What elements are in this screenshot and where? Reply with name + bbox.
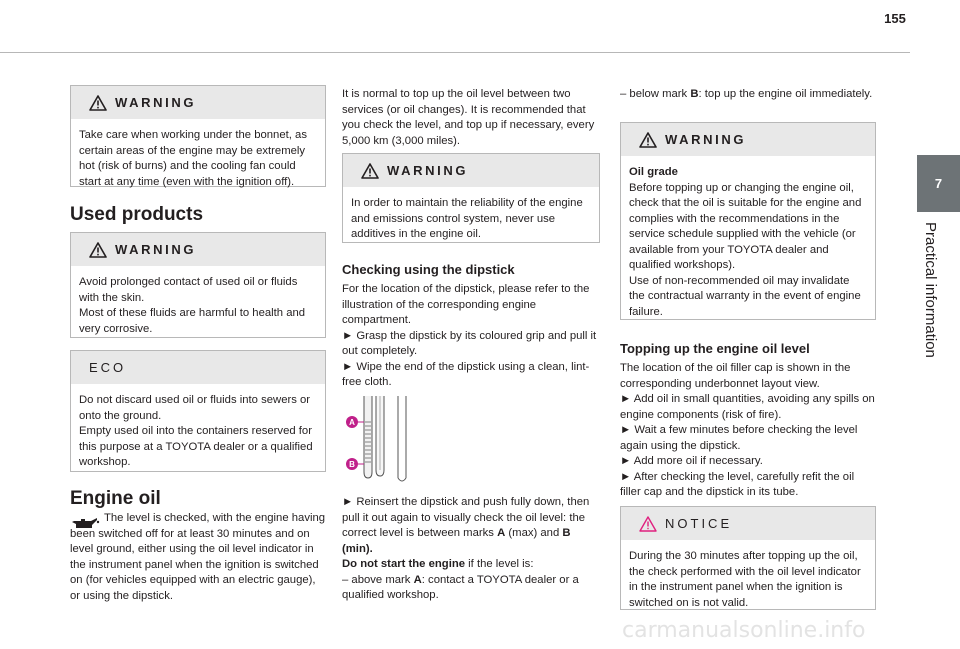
- below-mark-paragraph: [620, 87, 876, 103]
- engine-oil-heading: Engine oil: [70, 488, 161, 509]
- dipstick-illustration: [342, 394, 412, 484]
- oil-grade-line2: Use of non-recommended oil may invalidate the contractual warranty in the event of engine failure.: [629, 274, 861, 318]
- warning-text-line1: Avoid prolonged contact of used oil or fluids with the skin.: [79, 276, 298, 304]
- notice-text: During the 30 minutes after topping up the oil, the check performed with the oil level indicator in the instrument panel when the ignition is switched on is not valid.: [629, 550, 861, 609]
- do-not-start-text: Do not start the engine: [342, 558, 466, 570]
- warning-text-line2: Most of these fluids are harmful to health and very corrosive.: [79, 307, 306, 335]
- warning-triangle-icon: [639, 132, 657, 148]
- eco-title: ECO: [89, 360, 127, 375]
- warning-box-used-oil: [70, 232, 326, 338]
- reinsert-text: ► Reinsert the dipstick and push fully down, then pull it out again to visually check the oil level: the correct level is between marks: [342, 496, 590, 539]
- eco-text-line2: Empty used oil into the containers reserved for this purpose at a TOYOTA dealer or a qualified workshop.: [79, 425, 313, 468]
- oil-grade-line1: Before topping up or changing the engine oil, check that the oil is suitable for the engine and complies with the recommendations in the service schedule supplied with the vehicle (or available from your TOYOTA dealer and qualified workshops).: [629, 181, 862, 271]
- warning-header: [621, 123, 875, 156]
- notice-header: [621, 507, 875, 540]
- above-pre: – above mark: [342, 573, 411, 586]
- mark-a-ref: A: [497, 527, 506, 539]
- above-post: : contact a TOYOTA dealer or a qualified workshop.: [342, 573, 579, 601]
- warning-text: Take care when working under the bonnet, as certain areas of the engine may be extremely hot (risk of burns) and the cooling fan could start at any time (even with the ignition off).: [79, 129, 307, 188]
- topping-up-heading: Topping up the engine oil level: [620, 341, 810, 356]
- below-mark-b: B: [690, 88, 699, 100]
- header-rule: [0, 52, 910, 53]
- engine-oil-paragraph: The level is checked, with the engine having been switched off for at least 30 minutes and on level ground, either using the oil level indicator in the instrument panel when the ignition is switched on (for vehicles equipped with an electric gauge), or using the dipstick.: [70, 512, 326, 602]
- warning-box-oil-grade: [620, 122, 876, 320]
- topping-p4: ► Add more oil if necessary.: [620, 455, 763, 467]
- warning-header: [71, 233, 325, 266]
- eco-box: [70, 350, 326, 472]
- notice-box: [620, 506, 876, 610]
- chapter-tab-label: Practical information: [922, 222, 939, 358]
- topping-p2: ► Add oil in small quantities, avoiding any spills on engine components (risk of fire).: [620, 393, 875, 421]
- reinsert-mid: (max) and: [508, 527, 560, 539]
- below-mark-text: [620, 87, 876, 103]
- warning-triangle-icon: [361, 163, 379, 179]
- footer-watermark[interactable]: carmanualsonline.info: [622, 618, 866, 643]
- above-mark-a: A: [413, 573, 422, 586]
- warning-header: [343, 154, 599, 187]
- topping-up-instructions: [620, 361, 876, 501]
- warning-box-bonnet: [70, 85, 326, 187]
- do-not-start-paragraph: [342, 557, 600, 573]
- mark-a-label: A: [349, 418, 355, 427]
- mark-b-ref: B (min).: [342, 527, 571, 555]
- topping-p5: ► After checking the level, carefully refit the oil filler cap and the dipstick in its tube.: [620, 470, 855, 498]
- dipstick-p1: For the location of the dipstick, please refer to the illustration of the corresponding engine compartment.: [342, 283, 590, 326]
- notice-title: NOTICE: [665, 516, 733, 531]
- eco-header: [71, 351, 325, 384]
- warning-header: [71, 86, 325, 119]
- notice-triangle-icon: [639, 516, 657, 532]
- warning-triangle-icon: [89, 242, 107, 258]
- warning-box-additives: [342, 153, 600, 243]
- topping-p1: The location of the oil filler cap is shown in the corresponding underbonnet layout view.: [620, 362, 851, 390]
- warning-title: WARNING: [665, 132, 747, 147]
- reinsert-paragraph: [342, 495, 600, 557]
- dipstick-p2: ► Grasp the dipstick by its coloured grip and pull it out completely.: [342, 329, 597, 357]
- if-level-text: if the level is:: [468, 558, 534, 570]
- oil-grade-subtitle: Oil grade: [629, 166, 678, 178]
- used-products-heading: Used products: [70, 204, 204, 225]
- below-pre: – below mark: [620, 88, 688, 100]
- warning-title: WARNING: [115, 242, 197, 257]
- page-number: 155: [884, 11, 906, 26]
- dipstick-instructions: [342, 282, 600, 391]
- chapter-tab-number[interactable]: 7: [917, 155, 960, 212]
- warning-text: In order to maintain the reliability of the engine and emissions control system, never use additives in the engine oil.: [351, 197, 583, 240]
- reinsert-instructions: [342, 495, 600, 604]
- warning-title: WARNING: [387, 163, 469, 178]
- topping-p3: ► Wait a few minutes before checking the level again using the dipstick.: [620, 424, 858, 452]
- above-mark-paragraph: [342, 573, 600, 604]
- oil-topup-intro: [342, 87, 600, 149]
- below-post: : top up the engine oil immediately.: [698, 88, 873, 100]
- dipstick-heading: Checking using the dipstick: [342, 262, 515, 277]
- dipstick-p3: ► Wipe the end of the dipstick using a clean, lint-free cloth.: [342, 360, 590, 388]
- mark-b-label: B: [349, 460, 355, 469]
- intro-paragraph: It is normal to top up the oil level between two services (or oil changes). It is recommended that you check the level, and top up if necessary, every 5,000 km (3,000 miles).: [342, 88, 595, 147]
- engine-oil-text: [70, 511, 326, 604]
- eco-text-line1: Do not discard used oil or fluids into sewers or onto the ground.: [79, 394, 311, 422]
- warning-triangle-icon: [89, 95, 107, 111]
- warning-title: WARNING: [115, 95, 197, 110]
